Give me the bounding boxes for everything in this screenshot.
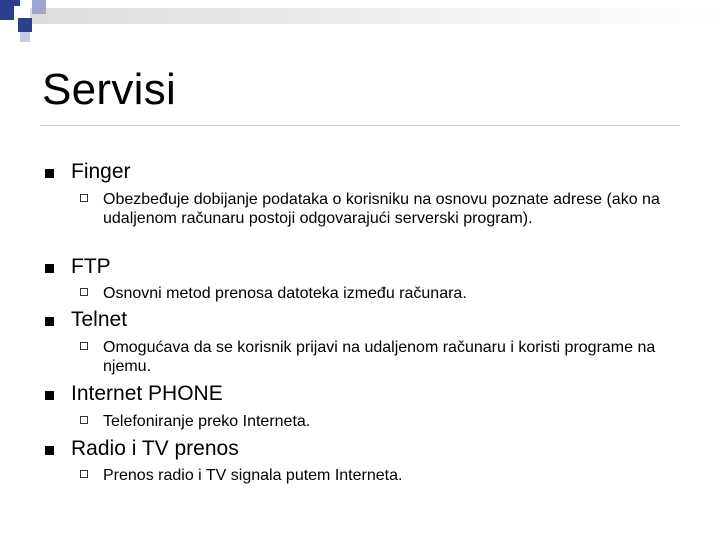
- list-item-radio-tv: Radio i TV prenos: [71, 437, 239, 460]
- bullet-hollow-square-icon: [80, 470, 88, 478]
- slide-title: Servisi: [42, 65, 177, 114]
- bullet-square-icon: [45, 169, 54, 178]
- list-subitem: Omogućava da se korisnik prijavi na udaljenom računaru i koristi programe na njemu.: [103, 339, 656, 375]
- list-item-telnet: Telnet: [71, 308, 128, 331]
- bullet-hollow-square-icon: [80, 416, 88, 424]
- bullet-hollow-square-icon: [80, 288, 88, 296]
- list-subitem: Prenos radio i TV signala putem Interneta.: [103, 467, 403, 484]
- list-subitem: Telefoniranje preko Interneta.: [103, 413, 311, 430]
- list-item-ftp: FTP: [71, 255, 111, 278]
- list-subitem: Osnovni metod prenosa datoteka između računara.: [103, 285, 467, 302]
- list-item-finger: Finger: [71, 160, 131, 183]
- bullet-square-icon: [45, 446, 54, 455]
- bullet-hollow-square-icon: [80, 342, 88, 350]
- bullet-square-icon: [45, 264, 54, 273]
- bullet-square-icon: [45, 391, 54, 400]
- list-item-internet-phone: Internet PHONE: [71, 382, 223, 405]
- list-subitem: Obezbeđuje dobijanje podataka o korisniku na osnovu poznate adrese (ako na udaljenom računaru postoji odgovarajući serverski program).: [103, 191, 660, 227]
- bullet-square-icon: [45, 317, 54, 326]
- bullet-hollow-square-icon: [80, 194, 88, 202]
